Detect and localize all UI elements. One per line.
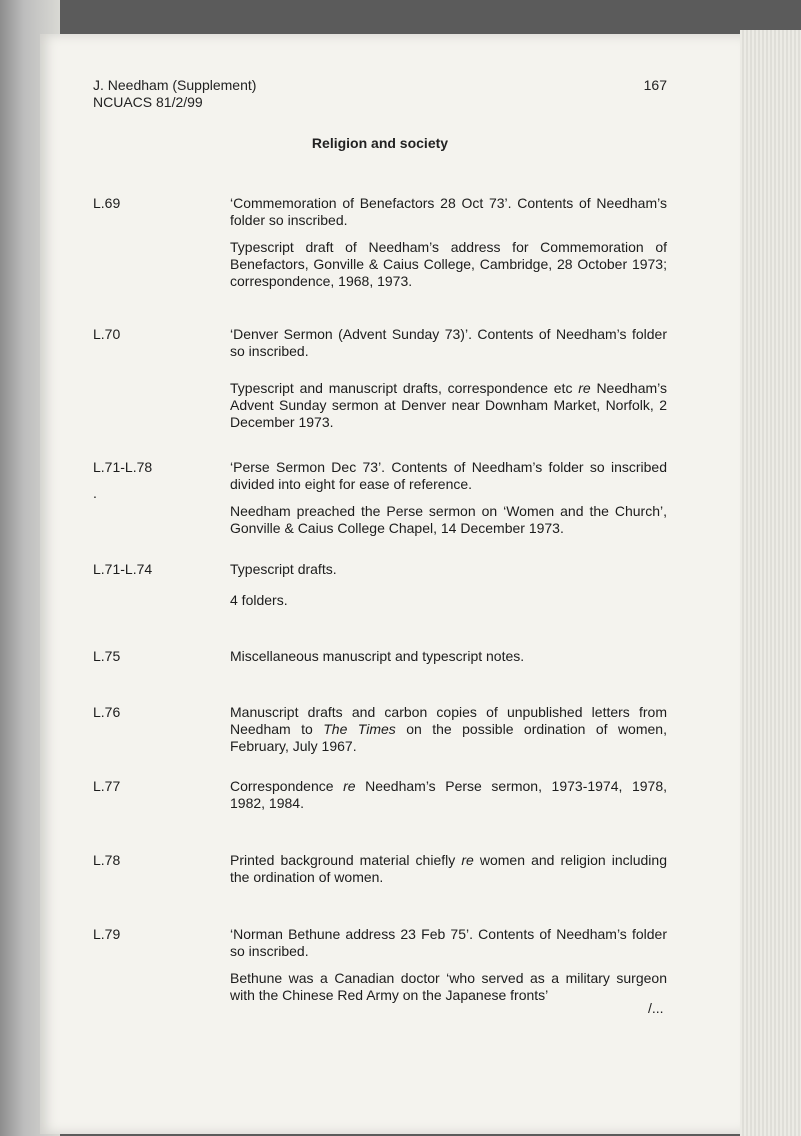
section-title: Religion and society (311, 135, 449, 151)
header-catalogue-number: NCUACS 81/2/99 (93, 94, 203, 110)
entry-title-line: ‘Norman Bethune address 23 Feb 75’. Contents of Needham’s folder so inscribed. (230, 926, 667, 959)
entry-description (230, 852, 667, 896)
detail-emphasis: re (578, 380, 591, 396)
entry-description (230, 459, 667, 547)
entry-title-line: ‘Perse Sermon Dec 73’. Contents of Needham’s folder so inscribed divided into eight for ease of reference. (230, 459, 667, 492)
detail-text: on the possible ordination of women, February, July 1967. (230, 721, 667, 754)
detail-emphasis: re (343, 778, 356, 794)
entry-description (230, 926, 667, 1014)
entry-extent: 4 folders. (230, 592, 288, 608)
entry-title-line (230, 778, 667, 812)
entry-ref: L.76 (93, 704, 121, 720)
page-stack-edge (740, 30, 801, 1136)
running-header (93, 77, 256, 111)
entry-ref: L.69 (93, 195, 121, 211)
entry-ref: L.71-L.78 (93, 459, 153, 475)
entry-description (230, 326, 667, 441)
detail-text: women and religion including the ordination of women. (230, 852, 667, 885)
entry-ref: L.75 (93, 648, 121, 664)
entry-title-line (230, 852, 667, 886)
entry-detail (230, 380, 667, 431)
page-number: 167 (643, 77, 667, 93)
stray-mark: . (93, 485, 97, 501)
entry-ref: L.70 (93, 326, 121, 342)
continuation-mark: /... (648, 1000, 664, 1016)
detail-emphasis: The Times (323, 721, 396, 737)
entry-ref: L.78 (93, 852, 121, 868)
entry-title-line (230, 704, 667, 755)
detail-text: Manuscript drafts and carbon copies of unpublished letters from Needham to (230, 704, 667, 737)
entry-ref: L.71-L.74 (93, 561, 153, 577)
entry-description (230, 648, 667, 675)
entry-title-line: ‘Commemoration of Benefactors 28 Oct 73’. Contents of Needham’s folder so inscribed. (230, 195, 667, 228)
entry-ref: L.77 (93, 778, 121, 794)
detail-emphasis: re (461, 852, 474, 868)
detail-text: Correspondence (230, 778, 344, 794)
entry-title-line: Miscellaneous manuscript and typescript notes. (230, 648, 525, 664)
detail-text: Needham’s Advent Sunday sermon at Denver near Downham Market, Norfolk, 2 December 1973. (230, 380, 667, 430)
detail-text: Typescript and manuscript drafts, correspondence etc (230, 380, 579, 396)
entry-description (230, 778, 667, 822)
detail-text: Printed background material chiefly (230, 852, 462, 868)
entry-ref: L.79 (93, 926, 121, 942)
entry-title-line: ‘Denver Sermon (Advent Sunday 73)’. Contents of Needham’s folder so inscribed. (230, 326, 667, 359)
entry-detail: Needham preached the Perse sermon on ‘Women and the Church’, Gonville & Caius College Chapel, 14 December 1973. (230, 503, 667, 536)
entry-description (230, 704, 667, 765)
entry-description (230, 561, 667, 619)
header-collection-name: J. Needham (Supplement) (93, 77, 257, 93)
detail-text: Needham’s Perse sermon, 1973-1974, 1978, 1982, 1984. (230, 778, 667, 811)
entry-description (230, 195, 667, 300)
entry-detail: Typescript draft of Needham’s address for Commemoration of Benefactors, Gonville & Caius College, Cambridge, 28 October 1973; correspondence, 1968, 1973. (230, 239, 667, 289)
entry-title-line: Typescript drafts. (230, 561, 337, 577)
entry-detail: Bethune was a Canadian doctor ‘who served as a military surgeon with the Chinese Red Army on the Japanese fronts’ (230, 970, 667, 1003)
